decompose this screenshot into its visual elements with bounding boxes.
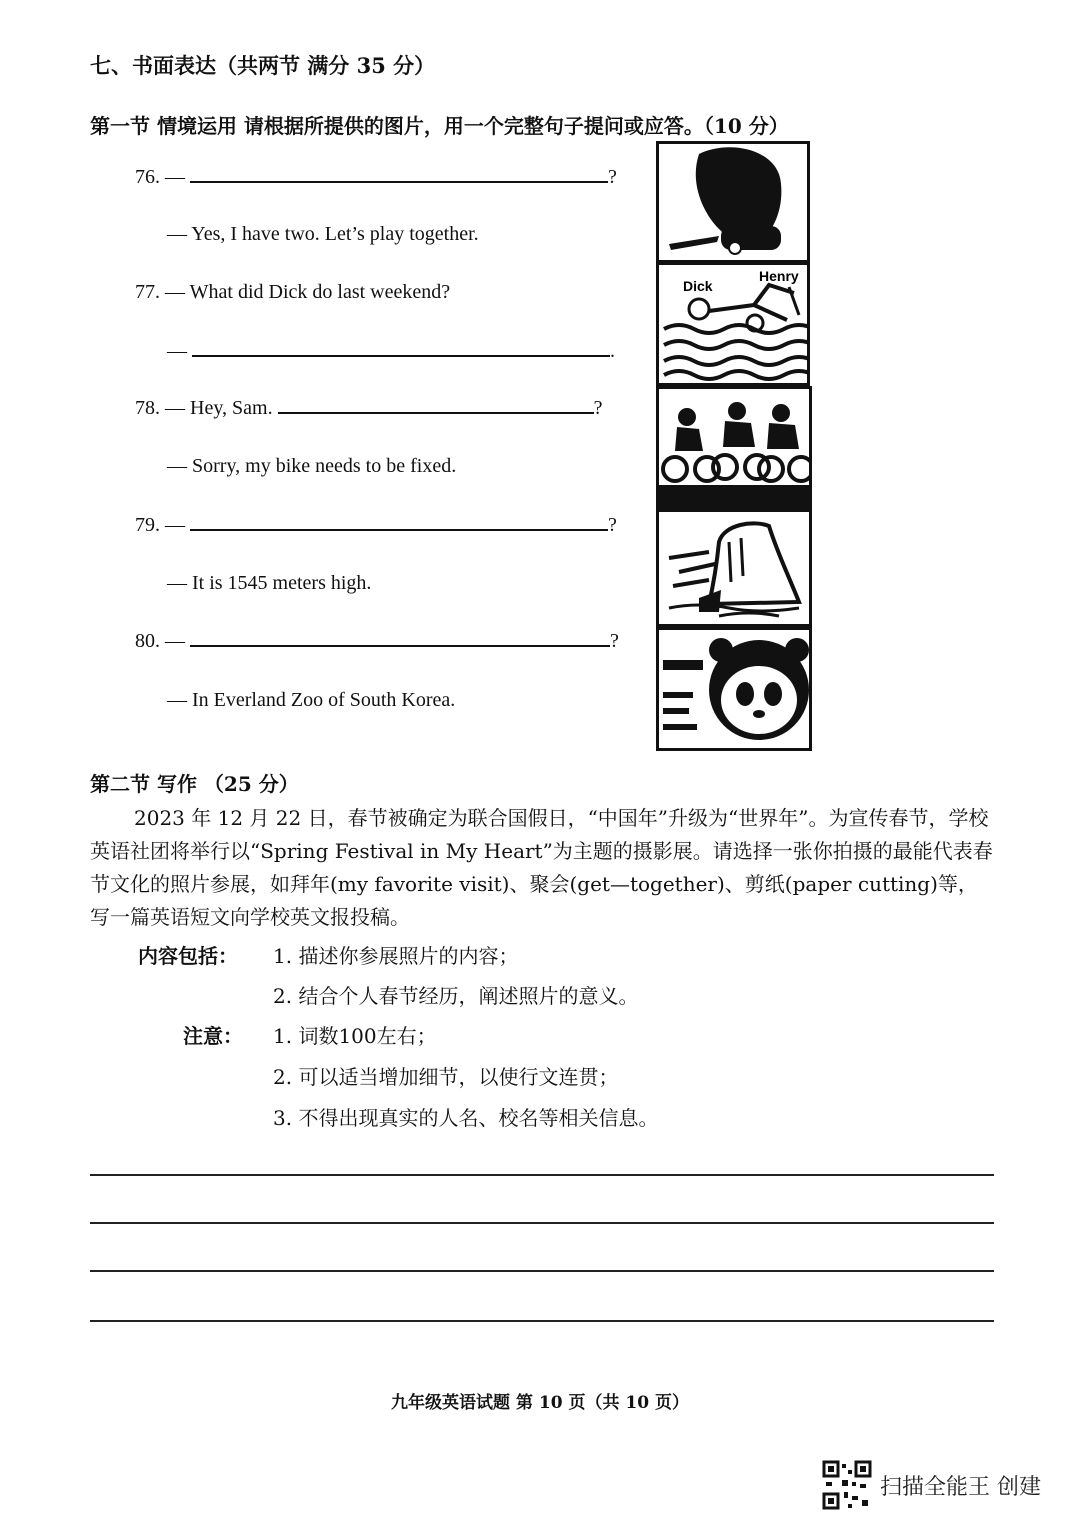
question-80-line1: 80. — ? xyxy=(135,630,619,652)
kite-flying-icon xyxy=(656,141,810,263)
cycling-icon xyxy=(656,386,812,510)
content-item-2: 2. 结合个人春节经历，阐述照片的意义。 xyxy=(273,984,639,1008)
writing-line[interactable] xyxy=(90,1174,994,1176)
swimming-icon xyxy=(656,262,810,386)
image-label-dick: Dick xyxy=(683,278,713,294)
question-78-line1: 78. — Hey, Sam. ? xyxy=(135,397,603,419)
section-title: 七、书面表达（共两节 满分 35 分） xyxy=(90,53,436,78)
qr-code-icon xyxy=(822,1460,872,1510)
question-80-response: — In Everland Zoo of South Korea. xyxy=(167,689,456,711)
note-item-1: 1. 词数100左右； xyxy=(273,1024,437,1048)
note-item-2: 2. 可以适当增加细节，以使行文连贯； xyxy=(273,1065,619,1089)
question-number: 78. xyxy=(135,397,160,419)
note-label: 注意： xyxy=(183,1024,243,1048)
question-number: 79. xyxy=(135,514,160,536)
writing-line[interactable] xyxy=(90,1320,994,1322)
question-79-line1: 79. — ? xyxy=(135,514,617,536)
scanner-watermark: 扫描全能王 创建 xyxy=(880,1475,1041,1500)
question-77-line1: 77. — What did Dick do last weekend? xyxy=(135,281,451,303)
content-item-1: 1. 描述你参展照片的内容； xyxy=(273,944,519,968)
writing-prompt-paragraph: 2023 年 12 月 22 日，春节被确定为联合国假日，“中国年”升级为“世界年”。为宣传春节，学校英语社团将举行以“Spring Festival in My Heart”为主题的摄影展。请选择一张你拍摄的最能代表春节文化的照片参展，如拜年(my favorite visit)、聚会(get—together)、剪纸(paper cutting)等，写一篇英语短文向学校英文报投稿。 xyxy=(90,806,993,929)
page-footer: 九年级英语试题 第 10 页（共 10 页） xyxy=(391,1393,689,1413)
question-78-response: — Sorry, my bike needs to be fixed. xyxy=(167,455,457,477)
answer-blank-76[interactable] xyxy=(190,181,608,183)
question-79-response: — It is 1545 meters high. xyxy=(167,572,372,594)
note-item-3: 3. 不得出现真实的人名、校名等相关信息。 xyxy=(273,1106,659,1130)
writing-line[interactable] xyxy=(90,1270,994,1272)
question-77-line2: — . xyxy=(167,340,615,362)
part2-heading: 第二节 写作 （25 分） xyxy=(90,772,299,796)
question-number: 77. xyxy=(135,281,160,303)
mountain-icon xyxy=(656,509,812,627)
question-number: 80. xyxy=(135,630,160,652)
part1-heading: 第一节 情境运用 请根据所提供的图片，用一个完整句子提问或应答。（10 分） xyxy=(90,114,789,138)
answer-blank-77[interactable] xyxy=(192,355,610,357)
question-76-line1: 76. — ? xyxy=(135,166,617,188)
answer-blank-79[interactable] xyxy=(190,529,608,531)
image-label-henry: Henry xyxy=(759,268,799,284)
content-label: 内容包括： xyxy=(138,944,238,968)
writing-line[interactable] xyxy=(90,1222,994,1224)
panda-icon xyxy=(656,627,812,751)
answer-blank-80[interactable] xyxy=(190,645,610,647)
question-76-response: — Yes, I have two. Let’s play together. xyxy=(167,223,479,245)
answer-blank-78[interactable] xyxy=(278,412,594,414)
question-number: 76. xyxy=(135,166,160,188)
